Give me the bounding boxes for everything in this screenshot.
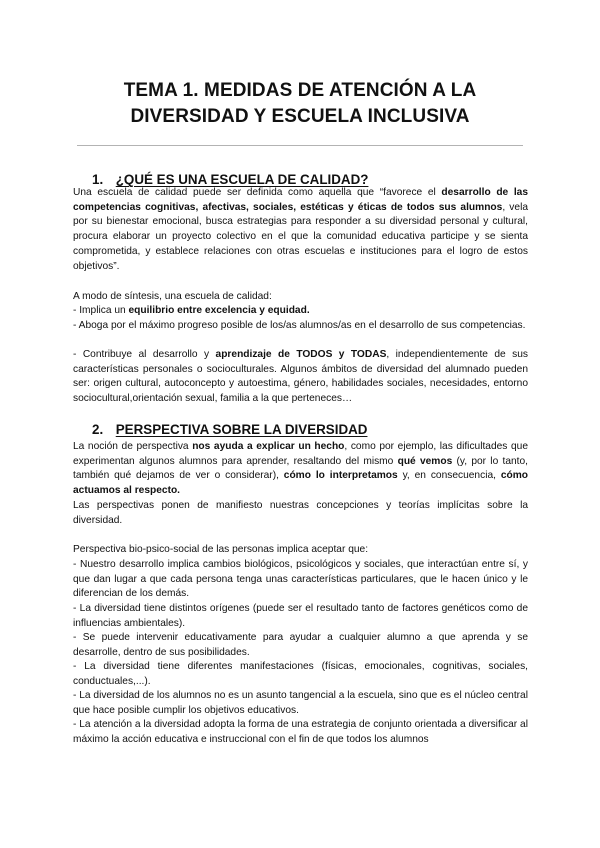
title-line-1: TEMA 1. MEDIDAS DE ATENCIÓN A LA <box>123 80 477 101</box>
section-2-bullet-6: - La atención a la diversidad adopta la forma de una estrategia de conjunto orientada a diversificar al máximo la acción educativa e instruccional con el fin de que todos los alumnos <box>73 719 528 745</box>
bold-run: cómo actuamos al respecto. <box>73 470 528 497</box>
bold-run: desarrollo de las competencias cognitivas, afectivas, sociales, estéticas y éticas de todos sus alumnos <box>73 187 529 213</box>
text-run: La noción de perspectiva <box>73 441 193 452</box>
bold-run: aprendizaje de TODOS y TODAS <box>215 349 387 360</box>
title-divider <box>77 145 523 146</box>
section-2-bullet-2: - La diversidad tiene distintos orígenes (puede ser el resultado tanto de factores genéticos como de influencias ambientales). <box>73 603 528 629</box>
section-1-number: 1. <box>92 172 104 187</box>
bold-run: qué vemos <box>397 455 453 467</box>
text-run: - Contribuye al desarrollo y <box>73 349 216 360</box>
text-run: (y, por lo tanto, también qué dejamos de ver o considerar), <box>73 455 528 482</box>
section-2-bullet-4: - La diversidad tiene diferentes manifestaciones (físicas, emocionales, cognitivas, sociales, conductuales,...). <box>73 661 528 687</box>
section-1-bullet-3 <box>73 348 528 407</box>
text-run: Una escuela de calidad puede ser definida como aquella que “favorece el <box>73 187 442 198</box>
section-2-bullet-3: - Se puede intervenir educativamente para ayudar a cualquier alumno a que aprenda y se desarrolle, dentro de sus posibilidades. <box>73 632 528 658</box>
section-2-paragraph-1 <box>73 440 528 499</box>
section-1-intro: A modo de síntesis, una escuela de calidad: <box>73 291 272 302</box>
section-1-bullet-1 <box>73 304 528 319</box>
bold-run: cómo lo interpretamos <box>283 470 398 482</box>
text-run: , como por ejemplo, las dificultades que experimentan algunos alumnos para aprender, resaltando del mismo <box>73 441 528 467</box>
section-1-paragraph-1 <box>73 186 528 274</box>
section-2-number: 2. <box>92 422 104 437</box>
text-run: y, en consecuencia, <box>397 470 501 482</box>
text-run: , vela por su bienestar emocional, busca estrategias para responder a su diversidad personal y cultural, procura elaborar un proyecto colectivo en el que la comunidad educativa participe y se sienta comprometida, y establece relaciones con otras escuelas e instituciones para el logro de estos objetivos”. <box>73 201 528 272</box>
section-1-heading-text: ¿QUÉ ES UNA ESCUELA DE CALIDAD? <box>115 172 369 187</box>
text-run: , independientemente de sus características personales o socioculturales. Algunos ámbitos de diversidad del alumnado pueden ser: origen cultural, autoconcepto y autoestima, género, habilidades sociales, necesidades, entorno sociocultural,orientación sexual, familia a la que perteneces… <box>73 349 528 405</box>
section-2-heading <box>92 422 367 438</box>
bold-run: nos ayuda a explicar un hecho <box>192 441 345 452</box>
text-run: - Implica un <box>73 305 129 316</box>
section-2-intro: Perspectiva bio-psico-social de las personas implica aceptar que: <box>73 544 369 555</box>
section-2-paragraph-2: Las perspectivas ponen de manifiesto nuestras concepciones y teorías implícitas sobre la diversidad. <box>73 500 528 526</box>
section-1-bullet-2: - Aboga por el máximo progreso posible de los/as alumnos/as en el desarrollo de sus competencias. <box>73 320 526 331</box>
title-line-2: DIVERSIDAD Y ESCUELA INCLUSIVA <box>130 106 470 127</box>
section-2-heading-text: PERSPECTIVA SOBRE LA DIVERSIDAD <box>115 422 368 437</box>
section-2-bullet-5: - La diversidad de los alumnos no es un asunto tangencial a la escuela, sino que es el núcleo central que hace posible cumplir los objetivos educativos. <box>73 690 528 716</box>
section-2-bullet-1: - Nuestro desarrollo implica cambios biológicos, psicológicos y sociales, que interactúan entre sí, y que dan lugar a que cada persona tenga unas características particulares, que le hacen único y le diferencian de los demás. <box>73 559 528 600</box>
document-title <box>40 78 560 130</box>
bold-run: equilibrio entre excelencia y equidad. <box>128 305 310 316</box>
